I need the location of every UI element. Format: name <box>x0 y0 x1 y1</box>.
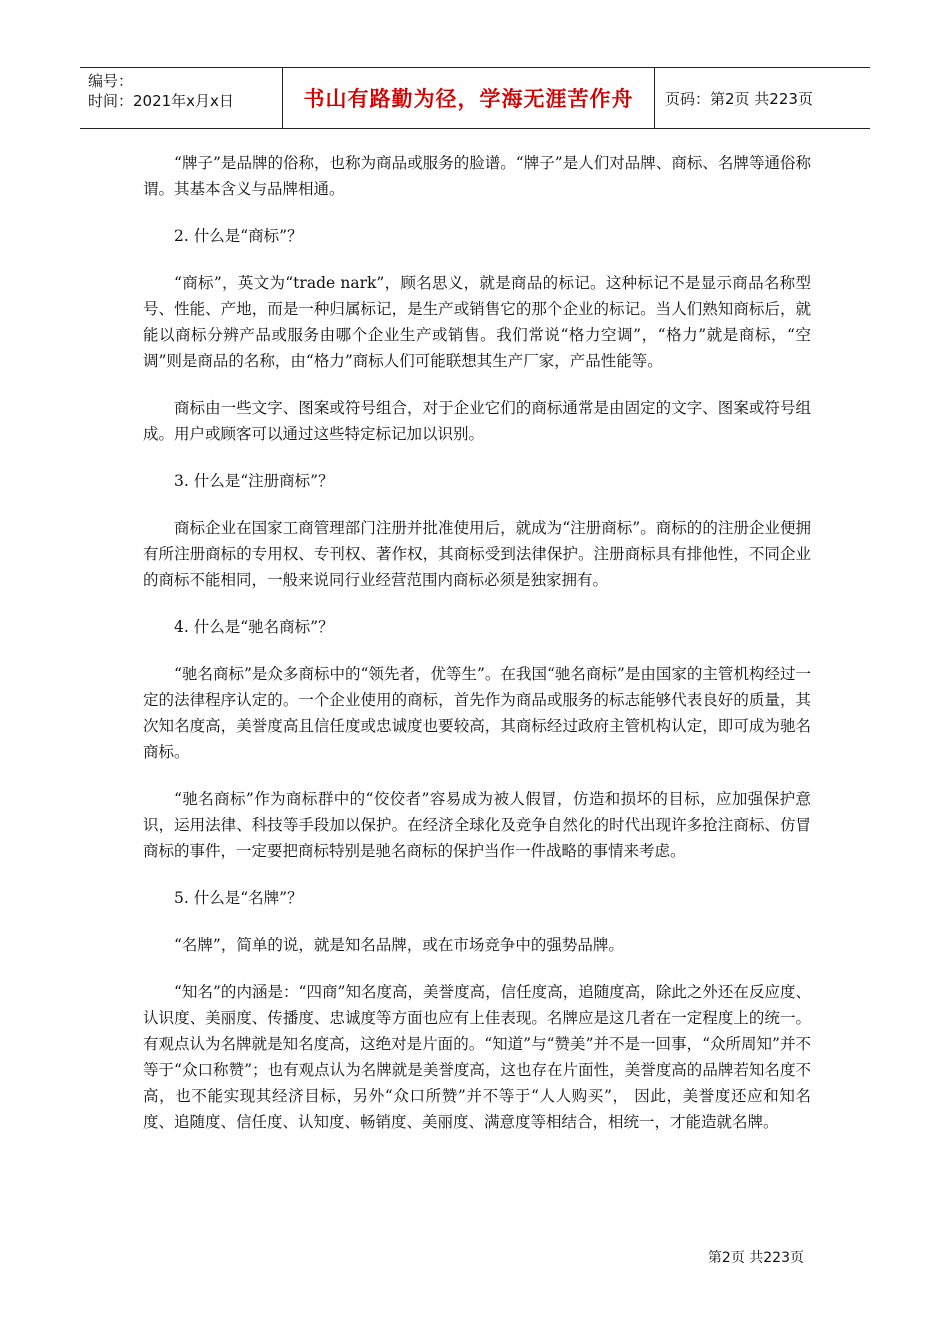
paragraph: “驰名商标”作为商标群中的“佼佼者”容易成为被人假冒，仿造和损坏的目标，应加强保护意识，运用法律、科技等手段加以保护。在经济全球化及竞争自然化的时代出现许多抢注商标、仿冒商标的事件，一定要把商标特别是驰名商标的保护当作一件战略的事情来考虑。 <box>143 790 811 860</box>
section-heading: 2. 什么是“商标”？ <box>174 227 303 245</box>
paragraph: “名牌”，简单的说，就是知名品牌，或在市场竞争中的强势品牌。 <box>174 936 624 954</box>
header-page-code: 页码：第2页 共223页 <box>665 89 813 108</box>
section-heading: 3. 什么是“注册商标”？ <box>174 472 334 490</box>
paragraph: “牌子”是品牌的俗称，也称为商品或服务的脸谱。“牌子”是人们对品牌、商标、名牌等通俗称谓。其基本含义与品牌相通。 <box>143 154 811 198</box>
paragraph: “驰名商标”是众多商标中的“领先者，优等生”。在我国“驰名商标”是由国家的主管机构经过一定的法律程序认定的。一个企业使用的商标，首先作为商品或服务的标志能够代表良好的质量，其次知名度高，美誉度高且信任度或忠诚度也要较高，其商标经过政府主管机构认定，即可成为驰名商标。 <box>143 665 811 761</box>
paragraph: “商标”，英文为“trade nark”，顾名思义，就是商品的标记。这种标记不是显示商品名称型号、性能、产地，而是一种归属标记，是生产或销售它的那个企业的标记。当人们熟知商标后，就能以商标分辨产品或服务由哪个企业生产或销售。我们常说“格力空调”，“格力”就是商标，“空调”则是商品的名称，由“格力”商标人们可能联想其生产厂家，产品性能等。 <box>143 274 811 370</box>
document-date: 时间：2021年x月x日 <box>88 92 234 110</box>
document-body <box>143 150 811 1156</box>
paragraph: 商标由一些文字、图案或符号组合，对于企业它们的商标通常是由固定的文字、图案或符号组成。用户或顾客可以通过这些特定标记加以识别。 <box>143 399 811 443</box>
page-footer: 第2页 共223页 <box>707 1250 804 1266</box>
section-heading: 4. 什么是“驰名商标”？ <box>174 618 334 636</box>
paragraph: “知名”的内涵是：“四商”知名度高，美誉度高，信任度高，追随度高，除此之外还在反应度、认识度、美丽度、传播度、忠诚度等方面也应有上佳表现。名牌应是这几者在一定程度上的统一。有观点认为名牌就是知名度高，这绝对是片面的。“知道”与“赞美”并不是一回事，“众所周知”并不等于“众口称赞”；也有观点认为名牌就是美誉度高，这也存在片面性，美誉度高的品牌若知名度不高，也不能实现其经济目标，另外“众口所赞”并不等于“人人购买”， 因此，美誉度还应和知名度、追随度、信任度、认知度、畅销度、美丽度、满意度等相结合，相统一，才能造就名牌。 <box>143 983 811 1131</box>
document-number-label: 编号： <box>88 72 134 90</box>
header-motto: 书山有路勤为径，学海无涯苦作舟 <box>282 68 655 128</box>
paragraph: 商标企业在国家工商管理部门注册并批准使用后，就成为“注册商标”。商标的的注册企业便拥有所注册商标的专用权、专刊权、著作权，其商标受到法律保护。注册商标具有排他性，不同企业的商标不能相同，一般来说同行业经营范围内商标必须是独家拥有。 <box>143 519 811 589</box>
header-info-cell <box>80 68 282 128</box>
page-header <box>80 67 870 129</box>
section-heading: 5. 什么是“名牌”？ <box>174 889 303 907</box>
